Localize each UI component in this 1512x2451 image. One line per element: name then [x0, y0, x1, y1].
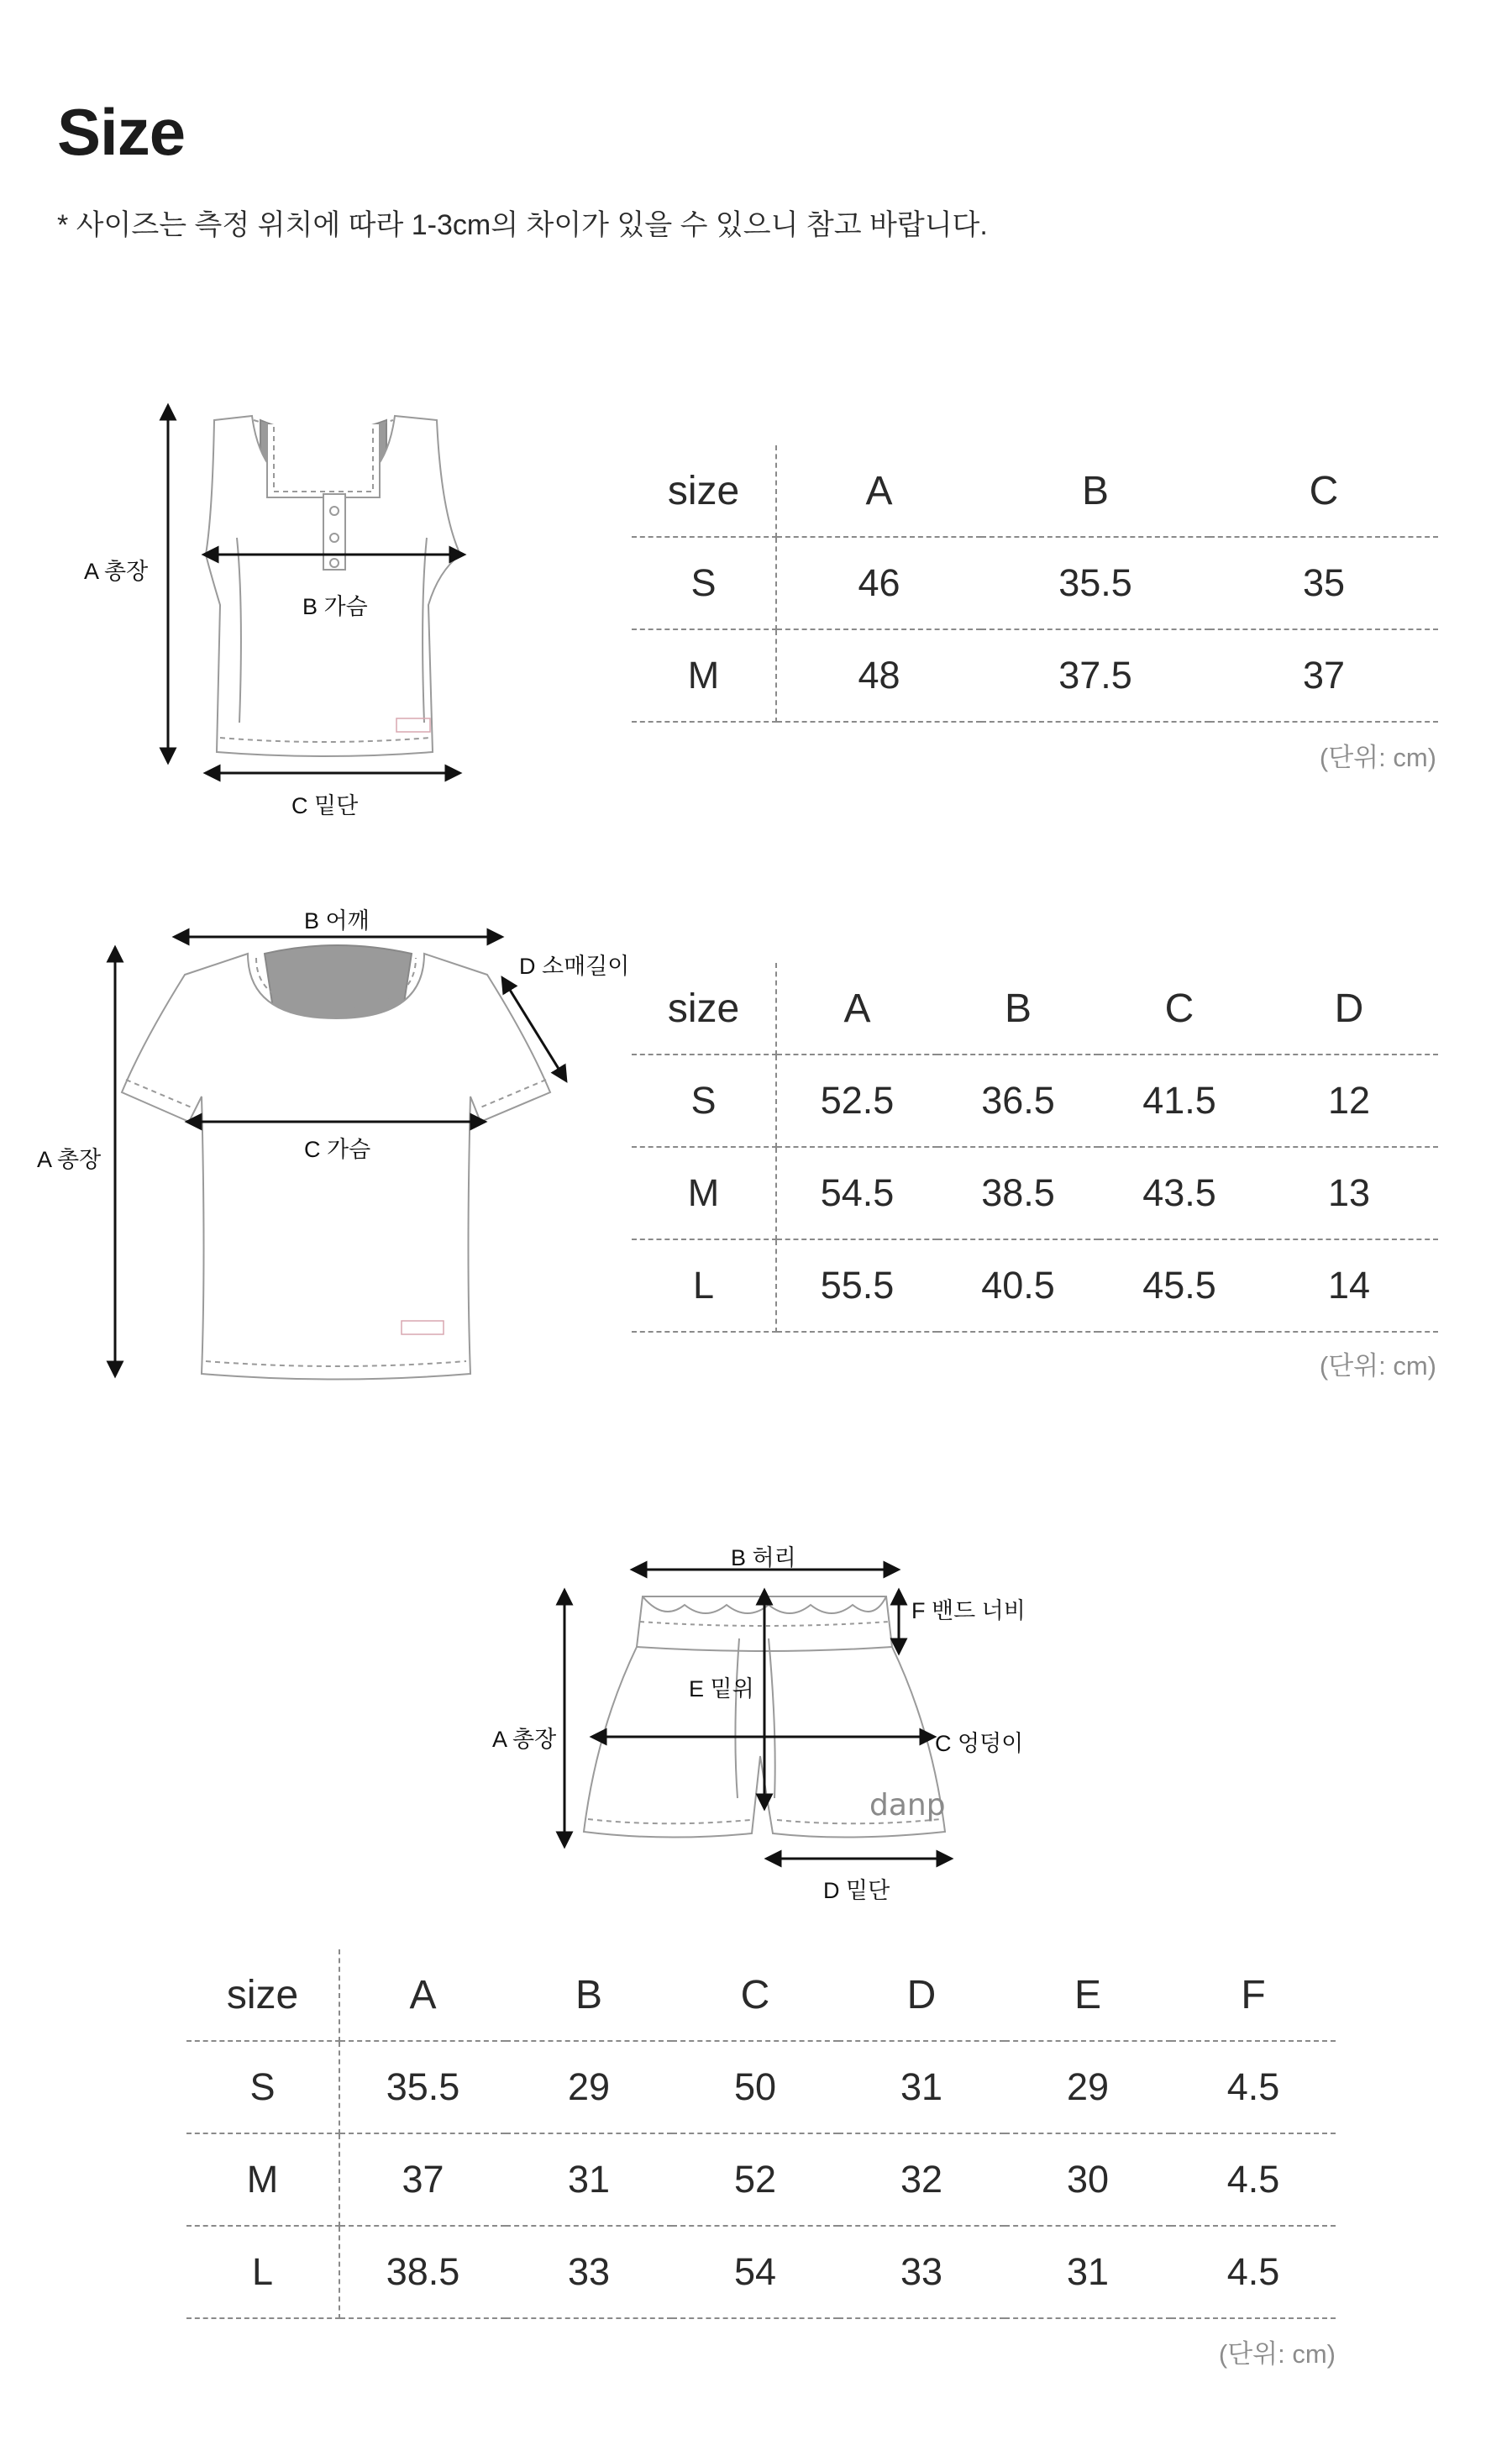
table-row	[186, 2226, 1336, 2318]
table-row	[632, 629, 1438, 722]
column-header: B	[981, 445, 1210, 537]
table-row	[632, 537, 1438, 629]
table-cell: 33	[838, 2226, 1005, 2318]
table-cell: 35.5	[981, 537, 1210, 629]
shorts-diagram	[0, 1512, 1512, 1933]
table-header-row	[632, 445, 1438, 537]
tank-label-a: A 총장	[84, 559, 149, 584]
table-cell: 45.5	[1099, 1239, 1260, 1332]
size-cell: S	[632, 1055, 776, 1147]
shorts-label-d: D 밑단	[823, 1878, 890, 1903]
column-header: A	[776, 963, 937, 1055]
column-header: size	[186, 1949, 339, 2041]
table-cell: 46	[776, 537, 981, 629]
table-cell: 36.5	[937, 1055, 1099, 1147]
table-header-row	[632, 963, 1438, 1055]
shorts-unit-note: (단위: cm)	[1218, 2339, 1336, 2369]
size-cell: S	[632, 537, 776, 629]
table-cell: 4.5	[1171, 2226, 1336, 2318]
table-cell: 33	[506, 2226, 672, 2318]
column-header: F	[1171, 1949, 1336, 2041]
table-cell: 54	[672, 2226, 838, 2318]
table-cell: 54.5	[776, 1147, 937, 1239]
size-cell: L	[186, 2226, 339, 2318]
table-row	[186, 2133, 1336, 2226]
size-cell: S	[186, 2041, 339, 2133]
tshirt-label-a: A 총장	[37, 1147, 102, 1172]
column-header: E	[1005, 1949, 1171, 2041]
tshirt-unit-note: (단위: cm)	[1319, 1351, 1436, 1381]
column-header: D	[838, 1949, 1005, 2041]
tank-label-b: B 가슴	[302, 594, 368, 619]
size-notice: * 사이즈는 측정 위치에 따라 1-3cm의 차이가 있을 수 있으니 참고 바랍니다.	[57, 209, 988, 241]
table-cell: 38.5	[339, 2226, 506, 2318]
table-cell: 43.5	[1099, 1147, 1260, 1239]
table-cell: 52	[672, 2133, 838, 2226]
column-header: B	[937, 963, 1099, 1055]
size-cell: M	[632, 1147, 776, 1239]
column-header: size	[632, 445, 776, 537]
column-header: C	[672, 1949, 838, 2041]
table-cell: 31	[506, 2133, 672, 2226]
column-header: B	[506, 1949, 672, 2041]
tank-label-c: C 밑단	[291, 793, 359, 818]
shorts-label-b: B 허리	[731, 1545, 796, 1570]
table-cell: 50	[672, 2041, 838, 2133]
column-header: A	[776, 445, 981, 537]
table-cell: 31	[838, 2041, 1005, 2133]
table-cell: 35	[1210, 537, 1438, 629]
tank-size-table	[632, 445, 1438, 723]
table-cell: 32	[838, 2133, 1005, 2226]
table-cell: 52.5	[776, 1055, 937, 1147]
table-cell: 4.5	[1171, 2133, 1336, 2226]
table-cell: 12	[1260, 1055, 1438, 1147]
column-header: size	[632, 963, 776, 1055]
tshirt-label-b: B 어깨	[304, 908, 370, 934]
brand-logo: danp	[869, 1788, 946, 1822]
table-cell: 37	[339, 2133, 506, 2226]
tshirt-size-table	[632, 963, 1438, 1333]
shorts-label-e: E 밑위	[689, 1676, 754, 1701]
table-row	[632, 1147, 1438, 1239]
table-cell: 48	[776, 629, 981, 722]
table-cell: 4.5	[1171, 2041, 1336, 2133]
size-cell: L	[632, 1239, 776, 1332]
column-header: D	[1260, 963, 1438, 1055]
shorts-size-table	[186, 1949, 1336, 2319]
table-cell: 37	[1210, 629, 1438, 722]
table-cell: 29	[1005, 2041, 1171, 2133]
column-header: C	[1099, 963, 1260, 1055]
table-row	[186, 2041, 1336, 2133]
column-header: A	[339, 1949, 506, 2041]
table-header-row	[186, 1949, 1336, 2041]
table-cell: 30	[1005, 2133, 1171, 2226]
shorts-label-c: C 엉덩이	[935, 1731, 1024, 1756]
page-title: Size	[57, 95, 186, 169]
table-cell: 13	[1260, 1147, 1438, 1239]
table-cell: 41.5	[1099, 1055, 1260, 1147]
table-cell: 40.5	[937, 1239, 1099, 1332]
table-row	[632, 1239, 1438, 1332]
table-cell: 31	[1005, 2226, 1171, 2318]
table-cell: 35.5	[339, 2041, 506, 2133]
shorts-label-a: A 총장	[492, 1727, 557, 1752]
tank-unit-note: (단위: cm)	[1319, 743, 1436, 772]
size-cell: M	[186, 2133, 339, 2226]
shorts-label-f: F 밴드 너비	[911, 1598, 1026, 1623]
table-cell: 37.5	[981, 629, 1210, 722]
tshirt-label-c: C 가슴	[304, 1137, 371, 1162]
table-cell: 38.5	[937, 1147, 1099, 1239]
table-cell: 55.5	[776, 1239, 937, 1332]
tshirt-label-d: D 소매길이	[519, 954, 630, 979]
table-row	[632, 1055, 1438, 1147]
column-header: C	[1210, 445, 1438, 537]
table-cell: 29	[506, 2041, 672, 2133]
size-cell: M	[632, 629, 776, 722]
table-cell: 14	[1260, 1239, 1438, 1332]
